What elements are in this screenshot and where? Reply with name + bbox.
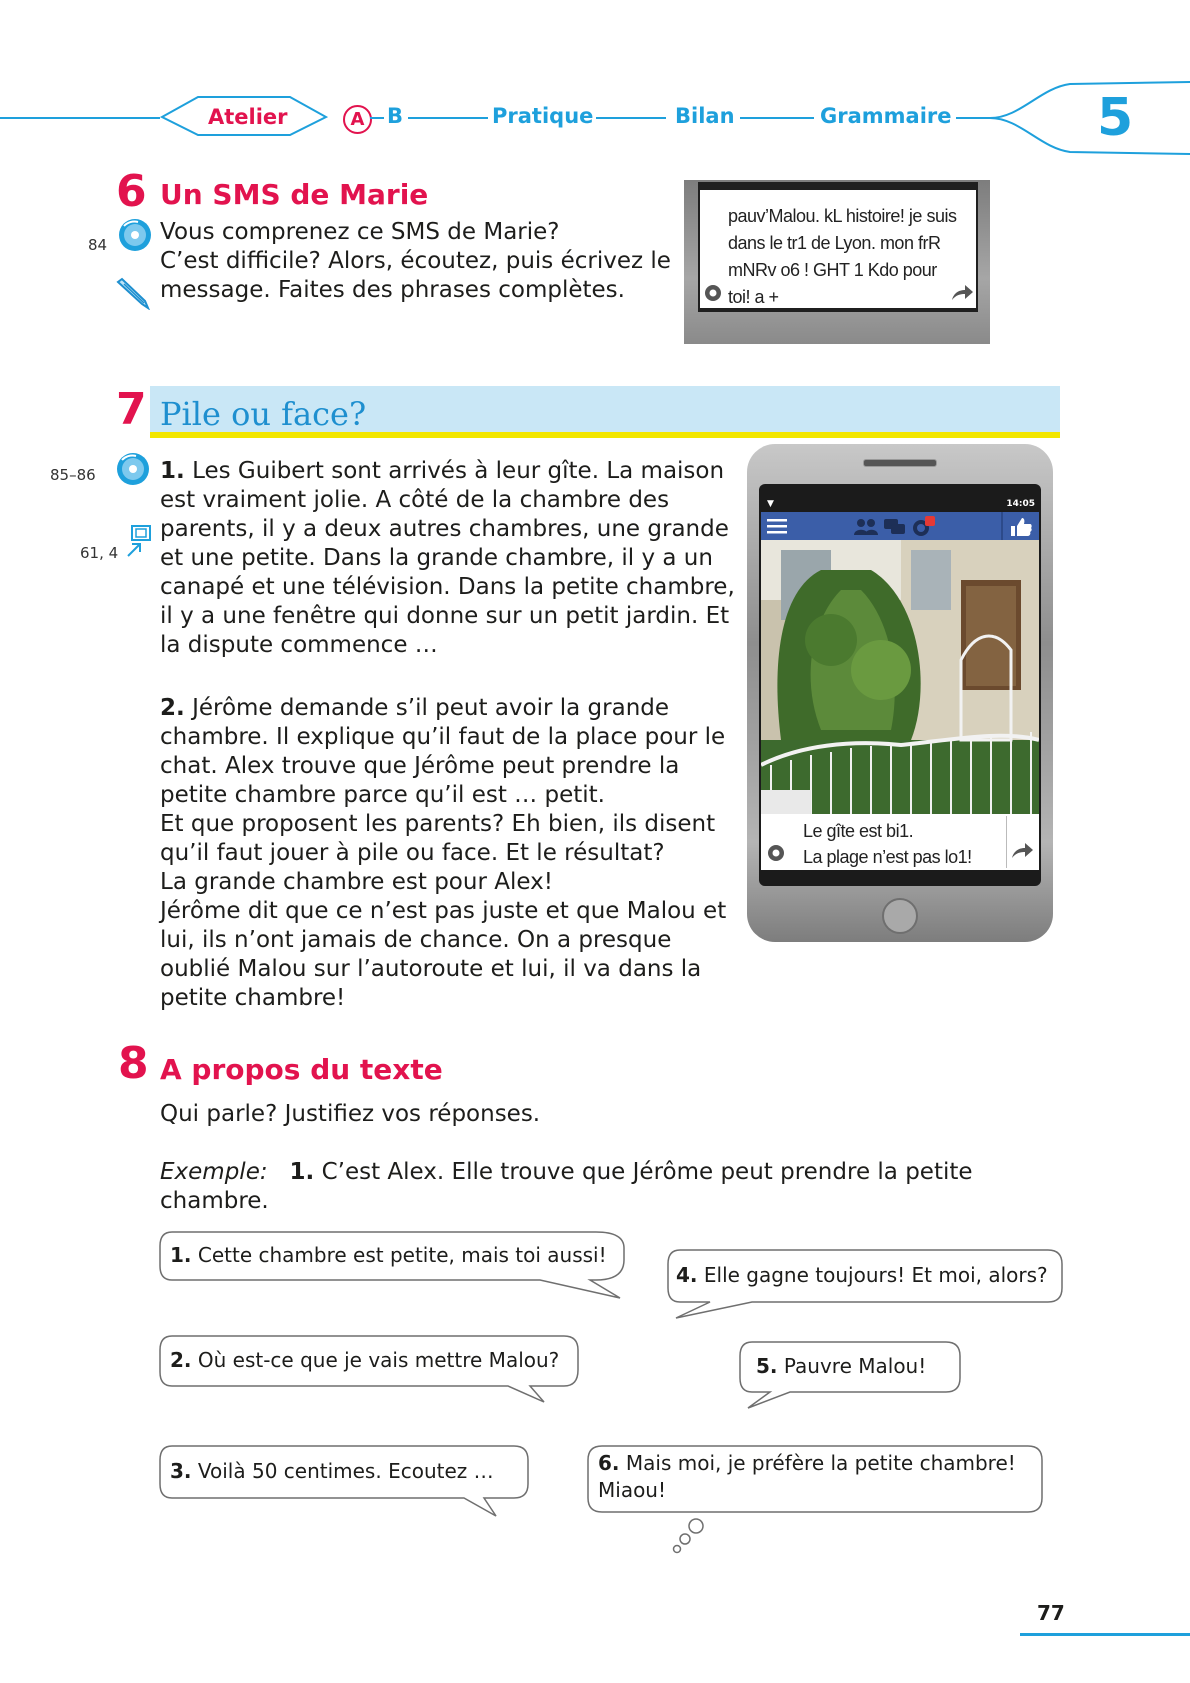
bubble-3-text: Voilà 50 centimes. Ecoutez … [197, 1459, 494, 1483]
nav-tab-pratique[interactable]: Pratique [492, 104, 594, 128]
p1-line-1: Les Guibert sont arrivés à leur gîte. La maison [192, 458, 725, 484]
bubble-5 [756, 1353, 926, 1380]
p2-line-6: qu’il faut jouer à pile ou face. Et le résultat? [160, 840, 665, 866]
bubble-1 [170, 1242, 607, 1269]
sms-line-3: mNRv o6 ! GHT 1 Kdo pour [728, 260, 937, 280]
p1-line-6: il y a une fenêtre qui donne sur un petit jardin. Et [160, 603, 730, 629]
exercise-7-number: 7 [116, 384, 147, 435]
exercise-6-title: Un SMS de Marie [160, 178, 429, 211]
bubble-2-number: 2. [170, 1348, 192, 1372]
p1-number: 1. [160, 458, 185, 484]
exercise-6-line-2: C’est difficile? Alors, écoutez, puis écrivez le [160, 248, 671, 274]
p2-line-7: La grande chambre est pour Alex! [160, 869, 553, 895]
bubble-4 [676, 1262, 1048, 1289]
p2-line-3: chat. Alex trouve que Jérôme peut prendre la [160, 753, 680, 779]
audio-track-ref: 84 [88, 236, 108, 254]
caption-line-2: La plage n’est pas lo1! [803, 847, 972, 867]
p2-line-10: oublié Malou sur l’autoroute et lui, il va dans la [160, 956, 702, 982]
phone-time: 14:05 [1006, 499, 1035, 509]
exercise-8-title: A propos du texte [160, 1053, 443, 1086]
bubble-3-number: 3. [170, 1459, 192, 1483]
bubble-1-text: Cette chambre est petite, mais toi aussi! [197, 1243, 607, 1267]
sms-line-1: pauv’Malou. kL histoire! je suis [728, 206, 957, 226]
p1-line-4: et une petite. Dans la grande chambre, il y a un [160, 545, 713, 571]
sms-line-2: dans le tr1 de Lyon. mon frR [728, 233, 941, 253]
page-number: 77 [1037, 1601, 1065, 1625]
nav-tab-bilan[interactable]: Bilan [675, 104, 735, 128]
bubble-1-number: 1. [170, 1243, 192, 1267]
exercise-8-number: 8 [118, 1038, 149, 1089]
audio-track-ref-7: 85–86 [50, 466, 96, 484]
p2-line-8: Jérôme dit que ce n’est pas juste et que Malou et [160, 898, 727, 924]
wifi-icon: ▼ [767, 499, 774, 509]
bubble-6-number: 6. [598, 1451, 620, 1475]
bubble-4-text: Elle gagne toujours! Et moi, alors? [703, 1263, 1048, 1287]
p2-line-9: lui, ils n’ont jamais de chance. On a presque [160, 927, 672, 953]
exercise-6-line-1: Vous comprenez ce SMS de Marie? [160, 219, 560, 245]
exercise-7-title: Pile ou face? [160, 395, 367, 433]
exercise-6-line-3: message. Faites des phrases complètes. [160, 277, 625, 303]
cross-reference: 61, 4 [80, 544, 119, 562]
nav-tab-a[interactable]: A [343, 105, 372, 134]
example-line-1: C’est Alex. Elle trouve que Jérôme peut prendre la petite [321, 1159, 973, 1185]
p1-line-7: la dispute commence … [160, 632, 438, 658]
p1-line-3: parents, il y a deux autres chambres, une grande [160, 516, 729, 542]
exercise-6-number: 6 [116, 166, 147, 217]
nav-atelier-label: Atelier [208, 105, 288, 129]
example-number: 1. [289, 1159, 315, 1185]
bubble-3 [170, 1458, 494, 1485]
bubble-2-text: Où est-ce que je vais mettre Malou? [197, 1348, 560, 1372]
bubble-2 [170, 1347, 559, 1374]
p2-number: 2. [160, 695, 185, 721]
chapter-number: 5 [1097, 88, 1134, 148]
p2-line-1: Jérôme demande s’il peut avoir la grande [192, 695, 670, 721]
p2-line-4: petite chambre parce qu’il est … petit. [160, 782, 605, 808]
bubble-5-text: Pauvre Malou! [783, 1354, 927, 1378]
sms-line-4: toi! a + [728, 287, 779, 307]
caption-line-1: Le gîte est bi1. [803, 821, 914, 841]
p1-line-2: est vraiment jolie. A côté de la chambre des [160, 487, 670, 513]
nav-tab-grammaire[interactable]: Grammaire [820, 104, 952, 128]
exercise-8-instruction: Qui parle? Justifiez vos réponses. [160, 1101, 541, 1127]
bubble-6 [598, 1450, 1016, 1504]
p2-line-2: chambre. Il explique qu’il faut de la place pour le [160, 724, 726, 750]
p2-line-5: Et que proposent les parents? Eh bien, ils disent [160, 811, 716, 837]
p2-line-11: petite chambre! [160, 985, 346, 1011]
nav-tab-b[interactable]: B [387, 104, 404, 128]
page-number-rule [1020, 1633, 1190, 1636]
bubble-4-number: 4. [676, 1263, 698, 1287]
example-line-2: chambre. [160, 1188, 269, 1214]
bubble-6-text-2: Miaou! [598, 1478, 666, 1502]
bubble-6-text: Mais moi, je préfère la petite chambre! [625, 1451, 1016, 1475]
bubble-5-number: 5. [756, 1354, 778, 1378]
example-label: Exemple: [160, 1159, 268, 1185]
p1-line-5: canapé et une télévision. Dans la petite chambre, [160, 574, 735, 600]
